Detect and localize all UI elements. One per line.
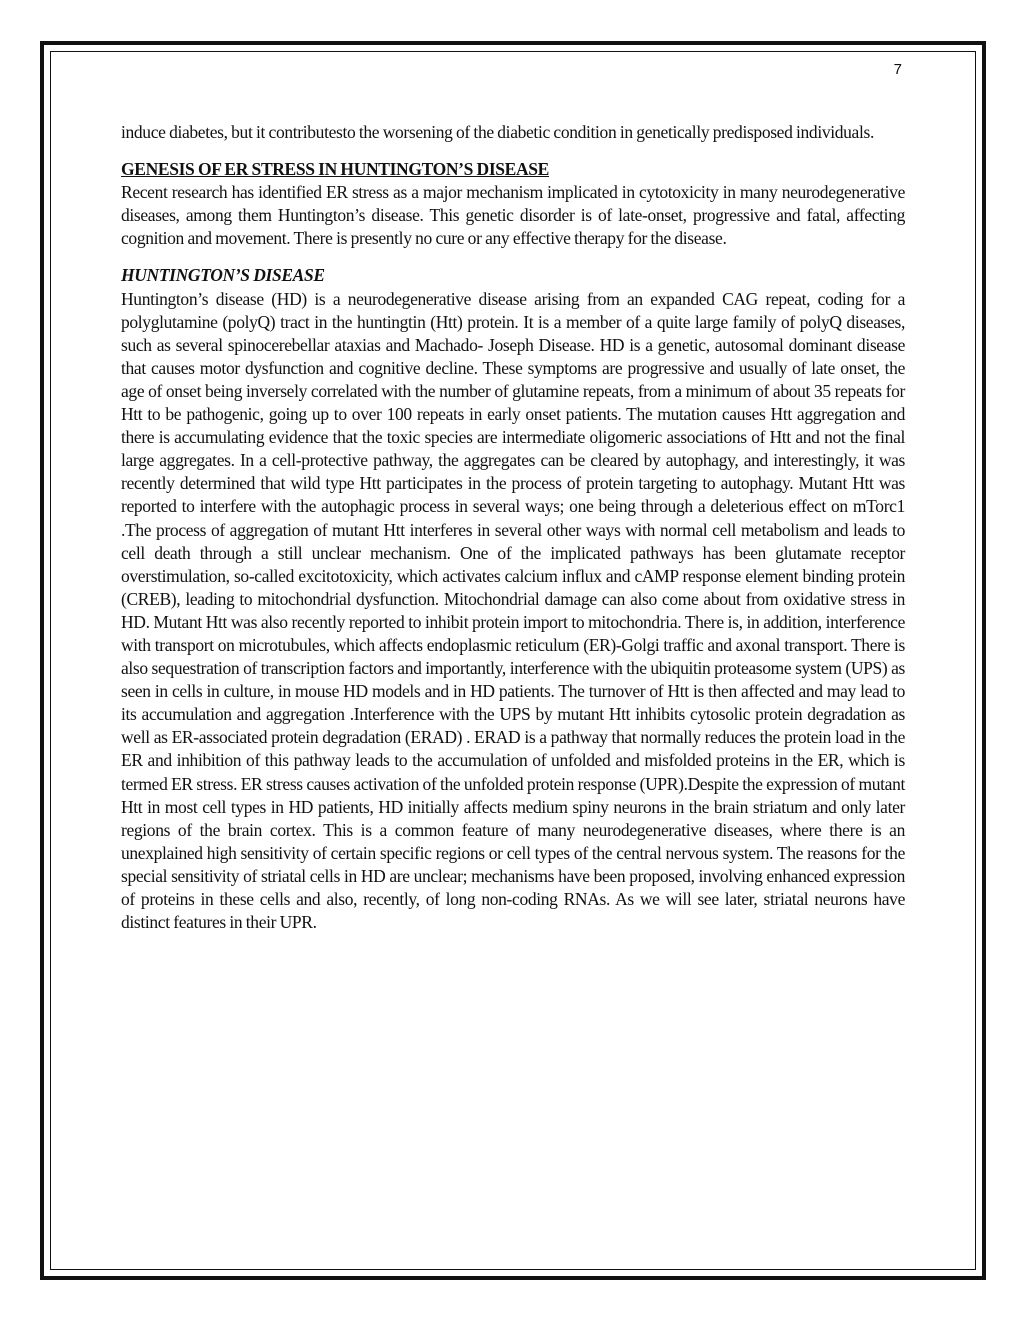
section-paragraph-huntingtons: Huntington’s disease (HD) is a neurodegenerative disease arising from an expanded CAG repeat, coding for a polyglutamine (polyQ) tract in the huntingtin (Htt) protein. It is a member of a quite large family of polyQ diseases, such as several spinocerebellar ataxias and Machado- Joseph Disease. HD is a genetic, autosomal dominant disease that causes motor dysfunction and cognitive decline. These symptoms are progressive and usually of late onset, the age of onset being inversely correlated with the number of glutamine repeats, from a minimum of about 35 repeats for Htt to be pathogenic, going up to over 100 repeats in early onset patients. The mutation causes Htt aggregation and there is accumulating evidence that the toxic species are intermediate oligomeric associations of Htt and not the final large aggregates. In a cell-protective pathway, the aggregates can be cleared by autophagy, and interestingly, it was recently determined that wild type Htt participates in the process of protein targeting to autophagy. Mutant Htt was reported to interfere with the autophagic process in several ways; one being through a deleterious effect on mTorc1 .The process of aggregation of mutant Htt interferes in several other ways with normal cell metabolism and leads to cell death through a still unclear mechanism. One of the implicated pathways has been glutamate receptor overstimulation, so-called excitotoxicity, which activates calcium influx and cAMP response element binding protein (CREB), leading to mitochondrial dysfunction. Mitochondrial damage can also come about from oxidative stress in HD. Mutant Htt was also recently reported to inhibit protein import to mitochondria. There is, in addition, interference with transport on microtubules, which affects endoplasmic reticulum (ER)-Golgi traffic and axonal transport. There is also sequestration of transcription factors and importantly, interference with the ubiquitin proteasome system (UPS) as seen in cells in culture, in mouse HD models and in HD patients. The turnover of Htt is then affected and may lead to its accumulation and aggregation .Interference with the UPS by mutant Htt inhibits cytosolic protein degradation as well as ER-associated protein degradation (ERAD) . ERAD is a pathway that normally reduces the protein load in the ER and inhibition of this pathway leads to the accumulation of unfolded and misfolded proteins in the ER, which is termed ER stress. ER stress causes activation of the unfolded protein response (UPR).Despite the expression of mutant Htt in most cell types in HD patients, HD initially affects medium spiny neurons in the brain striatum and only later regions of the brain cortex. This is a common feature of many neurodegenerative diseases, where there is an unexplained high sensitivity of certain specific regions or cell types of the central nervous system. The reasons for the special sensitivity of striatal cells in HD are unclear; mechanisms have been proposed, involving enhanced expression of proteins in these cells and also, recently, of long non-coding RNAs. As we will see later, striatal neurons have distinct features in their UPR. — [121, 288, 905, 933]
section-paragraph-genesis: Recent research has identified ER stress as a major mechanism implicated in cytotoxicity in many neurodegenerative diseases, among them Huntington’s disease. This genetic disorder is of late-onset, progressive and fatal, affecting cognition and movement. There is presently no cure or any effective therapy for the disease. — [121, 182, 905, 249]
intro-paragraph: induce diabetes, but it contributesto the worsening of the diabetic condition in genetically predisposed individuals. — [121, 122, 874, 142]
page-number: 7 — [893, 61, 902, 78]
paragraph-spacer — [121, 144, 905, 158]
document-body — [121, 121, 905, 934]
section-heading-genesis: GENESIS OF ER STRESS IN HUNTINGTON’S DISEASE — [121, 159, 549, 180]
paragraph-spacer — [121, 250, 905, 264]
section-heading-huntingtons: HUNTINGTON’S DISEASE — [121, 265, 325, 286]
